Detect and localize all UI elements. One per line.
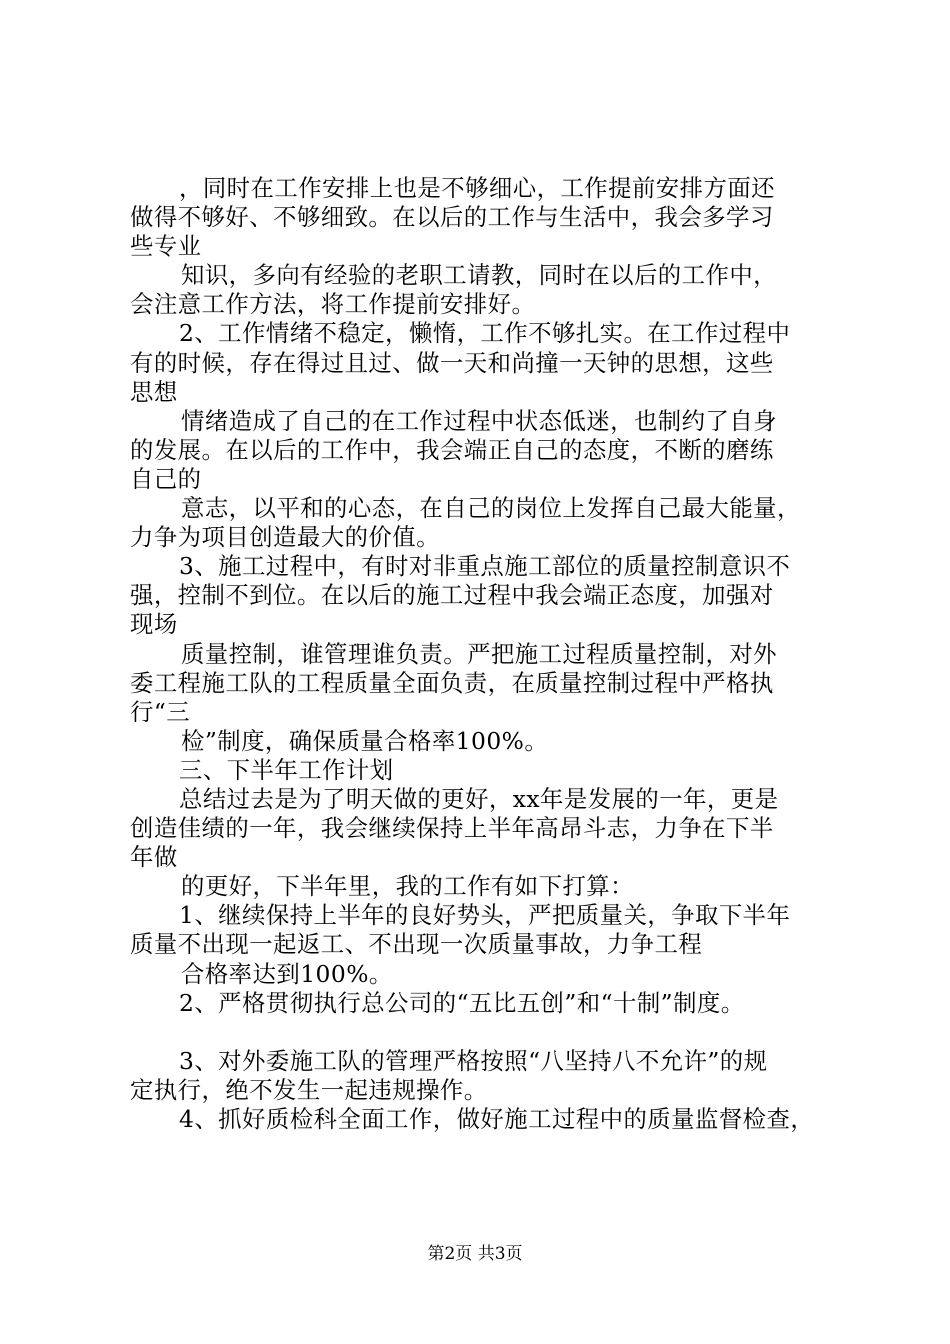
text-line: 知识，多向有经验的老职工请教，同时在以后的工作中， xyxy=(181,261,778,290)
text-line: 3、对外委施工队的管理严格按照“八坚持八不允许”的规 xyxy=(179,1046,768,1075)
text-line: 2、严格贯彻执行总公司的“五比五创”和“十制”制度。 xyxy=(179,988,745,1017)
text-line: 4、抓好质检科全面工作，做好施工过程中的质量监督检查， xyxy=(179,1105,815,1133)
text-line: 的更好，下半年里，我的工作有如下打算： xyxy=(181,872,634,901)
text-line: 1、继续保持上半年的良好势头，严把质量关，争取下半年 xyxy=(179,901,791,930)
text-line: 定执行，绝不发生一起违规操作。 xyxy=(130,1075,488,1104)
text-line: ，同时在工作安排上也是不够细心，工作提前安排方面还 xyxy=(179,174,776,202)
text-line: 思想 xyxy=(130,377,178,406)
blank-line xyxy=(130,1018,840,1047)
text-line: 创造佳绩的一年，我会继续保持上半年高昂斗志，力争在下半 xyxy=(130,814,774,843)
text-line: 委工程施工队的工程质量全面负责，在质量控制过程中严格执 xyxy=(130,668,774,697)
text-line: 力争为项目创造最大的价值。 xyxy=(130,523,440,552)
text-line: 些专业 xyxy=(130,232,202,261)
text-line: 意志，以平和的心态，在自己的岗位上发挥自己最大能量， xyxy=(181,494,801,523)
text-line: 质量不出现一起返工、不出现一次质量事故，力争工程 xyxy=(130,930,703,959)
page-footer: 第2页 共3页 xyxy=(427,1244,523,1264)
text-line: 检”制度，确保质量合格率100%。 xyxy=(181,726,549,755)
text-line: 强，控制不到位。在以后的施工过程中我会端正态度，加强对 xyxy=(130,581,774,610)
text-line: 总结过去是为了明天做的更好，xx年是发展的一年，更是 xyxy=(179,784,779,813)
text-line: 质量控制，谁管理谁负责。严把施工过程质量控制，对外 xyxy=(181,639,778,668)
text-line: 2、工作情绪不稳定，懒惰，工作不够扎实。在工作过程中 xyxy=(179,319,791,348)
text-line: 合格率达到100%。 xyxy=(181,959,393,988)
text-line: 行“三 xyxy=(130,697,191,726)
document-body xyxy=(130,174,840,1134)
text-line: 有的时候，存在得过且过、做一天和尚撞一天钟的思想，这些 xyxy=(130,348,774,377)
text-line: 年做 xyxy=(130,843,178,872)
text-line: 现场 xyxy=(130,610,178,639)
text-line: 自己的 xyxy=(130,464,202,493)
text-line: 3、施工过程中，有时对非重点施工部位的质量控制意识不 xyxy=(179,552,791,581)
text-line: 做得不够好、不够细致。在以后的工作与生活中，我会多学习 xyxy=(130,203,774,232)
text-line: 的发展。在以后的工作中，我会端正自己的态度，不断的磨练 xyxy=(130,435,774,464)
text-line: 会注意工作方法，将工作提前安排好。 xyxy=(130,290,536,319)
section-heading: 三、下半年工作计划 xyxy=(179,755,394,784)
text-line: 情绪造成了自己的在工作过程中状态低迷，也制约了自身 xyxy=(181,406,778,435)
